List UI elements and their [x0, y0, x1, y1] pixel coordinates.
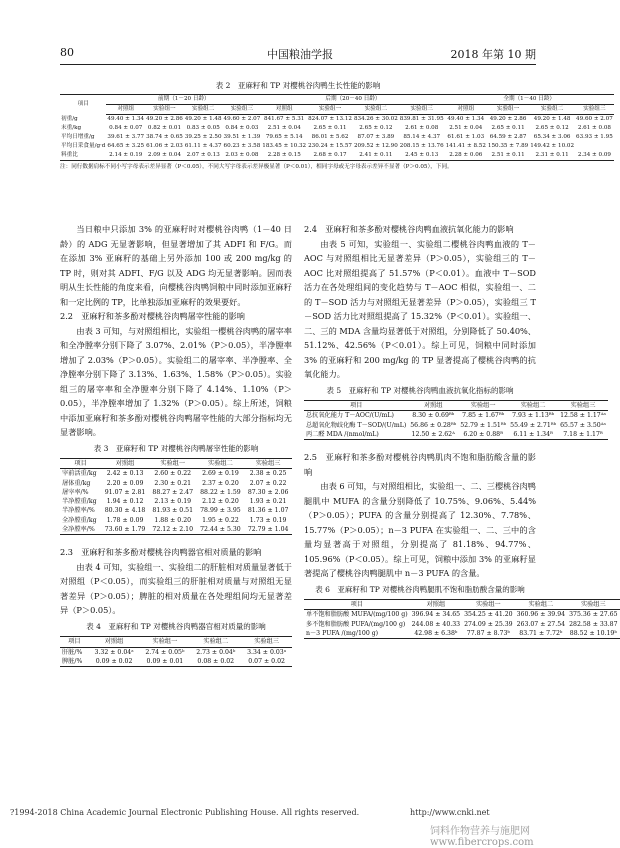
table-cell: 0.09 ± 0.02	[89, 657, 140, 667]
table-cell: 2.42 ± 0.13	[106, 470, 144, 478]
table-cell: 49.20 ± 2.86	[146, 116, 183, 122]
row-label: 末重/kg	[61, 125, 82, 131]
table-2-group-header: 后期（20－40 日龄）	[261, 95, 444, 105]
table-row	[60, 647, 292, 657]
table-cell: 65.57 ± 3.50ᴬᵃ	[560, 421, 606, 429]
row-label: 脾脏/%	[60, 657, 89, 667]
table-cell: 49.20 ± 1.48	[533, 116, 571, 122]
table-row	[60, 151, 614, 161]
table-2-column-header: 实验组三	[399, 105, 445, 115]
table-cell: 2.31 ± 0.11	[529, 151, 575, 161]
table-header-cell: 对照组	[410, 600, 462, 610]
row-label: 总超氧化物歧化酶 T－SOD/(U/mL)	[306, 421, 407, 429]
table-row	[60, 488, 292, 497]
table-cell: 149.42 ± 10.02	[530, 143, 575, 149]
table-header-cell: 实验组二	[508, 401, 558, 411]
table-header-cell: 对照组	[408, 401, 458, 411]
table-2-column-header: 实验组二	[529, 105, 575, 115]
table-2-column-header: 对照组	[261, 105, 307, 115]
table-2-column-header: 对照组	[445, 105, 487, 115]
table-cell: 2.65 ± 0.11	[313, 125, 347, 131]
table-header-cell: 对照组	[89, 637, 140, 647]
table-cell: 72.12 ± 2.10	[149, 525, 197, 535]
table-cell: 2.68 ± 0.17	[307, 151, 353, 161]
table-cell: 12.50 ± 2.62ᴬ	[408, 430, 458, 440]
table-cell: 85.14 ± 4.37	[403, 134, 441, 140]
table-2-note: 注：同行数据肩标不同小写字母表示差异显著（P＜0.05），不同大写字母表示差异极显著（P＜0.01），相同字母或无字母表示差异不显著（P＞0.05），下同。	[60, 164, 453, 170]
table-cell: 73.60 ± 1.79	[101, 525, 149, 535]
table-cell: 2.51 ± 0.04	[449, 125, 483, 131]
paragraph: 由表 3 可知，与对照组相比，实验组一樱桃谷肉鸭的屠宰率和全净膛率分别下降了 3.07%、2.01%（P＞0.05），半净膛率增加了 2.03%（P＞0.05）。实验组二的屠宰率、半净膛率、全净膛率分别下降了 3.13%、1.63%、1.58%（P＞0.05）。实验组三的屠宰率和全净膛率分别下降了 4.14%、1.10%（P＞0.05），半净膛率增加了 1.32%（P＞0.05）。综上所述，饲粮中添加亚麻籽和茶多酚对樱桃谷肉鸭屠宰性能的大部分指标均无显著影响。	[60, 325, 292, 437]
paragraph: 由表 6 可知，与对照组相比，实验组一、二、三樱桃谷肉鸭腿肌中 MUFA 的含量分别降低了 10.75%、9.06%、5.44%（P＞0.05）；PUFA 的含量分别提高了 12.30%、7.78%、15.77%（P＞0.05）；n－3 PUFA 在实验组一、二、三中的含量均显著高于对照组，分别提高了 81.18%、94.77%、105.96%（P＜0.05）。综上可见，饲粮中添加 3% 的亚麻籽显著提高了樱桃谷肉鸭腿肌中 n－3 PUFA 的含量。	[304, 481, 536, 579]
table-2-block	[60, 80, 613, 171]
table-cell: 52.79 ± 1.51ᴮᵇ	[460, 421, 507, 429]
table-row	[60, 469, 292, 479]
table-cell: 150.35 ± 7.89	[487, 143, 529, 149]
table-cell: 2.51 ± 0.04	[267, 125, 301, 131]
table-6	[304, 599, 620, 639]
table-cell: 80.30 ± 4.18	[104, 507, 146, 515]
table-cell: 2.38 ± 0.25	[249, 470, 287, 478]
table-header-cell: 实验组二	[190, 637, 241, 647]
table-row	[304, 629, 620, 639]
table-header-cell: 实验组三	[241, 637, 292, 647]
table-cell: 7.93 ± 1.13ᴮᵇ	[512, 412, 555, 420]
table-cell: 0.08 ± 0.02	[190, 657, 241, 667]
table-cell: 6.11 ± 1.34ᴮ	[508, 430, 558, 440]
table-row	[60, 506, 292, 515]
table-cell: 3.34 ± 0.03ᵃ	[247, 648, 287, 656]
table-row	[304, 430, 608, 440]
section-heading: 2.5 亚麻籽和茶多酚对樱桃谷肉鸭肌肉不饱和脂肪酸含量的影响	[304, 452, 536, 477]
table-row	[304, 620, 620, 629]
table-cell: 208.15 ± 13.76	[399, 143, 444, 149]
table-cell: 209.52 ± 12.90	[353, 143, 398, 149]
table-header-cell: 实验组三	[567, 600, 619, 610]
table-cell: 39.25 ± 2.50	[184, 134, 222, 140]
table-cell: 61.06 ± 2.03	[146, 143, 183, 149]
row-label: 初重/g	[61, 115, 78, 122]
table-cell: 2.12 ± 0.20	[202, 498, 239, 506]
row-label: 平均日采食量/g·d	[61, 143, 106, 149]
table-cell: 49.60 ± 2.07	[576, 116, 613, 122]
table-cell: 0.82 ± 0.01	[147, 125, 182, 131]
table-header-cell: 对照组	[101, 459, 149, 469]
table-cell: 1.95 ± 0.22	[202, 516, 239, 524]
table-cell: 1.78 ± 0.09	[106, 516, 144, 524]
row-label: 全净膛率/%	[60, 525, 101, 535]
table-row	[304, 411, 608, 421]
table-cell: 2.07 ± 0.13	[184, 151, 223, 161]
table-cell: 141.41 ± 8.52	[445, 143, 486, 149]
table-cell: 2.45 ± 0.13	[399, 151, 445, 161]
table-cell: 88.27 ± 2.47	[152, 488, 194, 496]
table-header-cell: 实验组一	[462, 600, 514, 610]
paragraph: 由表 4 可知，实验组一、实验组二的肝脏相对质量显著低于对照组（P＜0.05），而实验组三的肝脏相对质量与对照组无显著差异（P＞0.05）；脾脏的相对质量在各处理组间均无显著差异（P＞0.05）。	[60, 561, 292, 616]
table-cell: 87.30 ± 2.06	[247, 488, 289, 496]
table-cell: 1.94 ± 0.12	[106, 498, 144, 506]
table-cell: 282.58 ± 33.87	[569, 620, 618, 628]
table-cell: 0.09 ± 0.01	[139, 657, 190, 667]
table-cell: 2.28 ± 0.15	[261, 151, 307, 161]
table-2-column-header: 实验组一	[145, 105, 184, 115]
table-cell: 354.25 ± 41.20	[464, 611, 513, 619]
table-cell: 2.09 ± 0.04	[145, 151, 184, 161]
table-cell: 183.45 ± 10.32	[262, 143, 307, 149]
table-cell: 42.98 ± 6.38ᵇ	[410, 629, 462, 639]
table-row	[60, 497, 292, 506]
table-header-cell: 项目	[60, 459, 101, 469]
row-label: n－3 PUFA /(mg/100 g)	[304, 629, 410, 639]
table-header-cell: 实验组二	[515, 600, 567, 610]
row-label: 肝脏/%	[62, 648, 83, 656]
copyright-text: ?1994-2018 China Academic Journal Electronic Publishing House. All rights reserved.	[10, 808, 360, 817]
table-cell: 55.49 ± 2.71ᴮᵇ	[510, 421, 557, 429]
row-label: 总抗氧化能力 T－AOC/(U/mL)	[306, 412, 394, 420]
table-2-column-header: 实验组三	[575, 105, 614, 115]
row-label: 平均日增重/g	[61, 134, 95, 140]
table-cell: 2.65 ± 0.12	[535, 125, 569, 131]
section-heading: 2.4 亚麻籽和茶多酚对樱桃谷肉鸭血液抗氧化能力的影响	[304, 224, 514, 234]
table-cell: 0.84 ± 0.07	[109, 125, 143, 131]
table-cell: 1.93 ± 0.21	[249, 498, 287, 506]
row-label: 半净膛重/kg	[62, 498, 97, 506]
table-cell: 61.11 ± 4.37	[184, 143, 222, 149]
table-2-group-header: 全期（1－40 日龄）	[445, 95, 614, 105]
table-row	[60, 133, 614, 142]
row-label: 料重比	[60, 151, 106, 161]
table-cell: 88.52 ± 10.19ᵇ	[567, 629, 619, 639]
table-cell: 244.08 ± 40.33	[411, 620, 461, 628]
table-cell: 2.34 ± 0.09	[575, 151, 614, 161]
table-cell: 64.65 ± 3.25	[107, 143, 145, 149]
table-cell: 2.14 ± 0.19	[106, 151, 145, 161]
watermark-text: 饲料作物营养与施肥网 www.fibercrops.com	[430, 826, 534, 848]
table-cell: 1.88 ± 0.20	[154, 516, 192, 524]
table-cell: 0.07 ± 0.02	[241, 657, 292, 667]
journal-title: 中国粮油学报	[267, 48, 333, 61]
table-row	[60, 516, 292, 525]
table-cell: 6.20 ± 0.88ᴮ	[458, 430, 508, 440]
paragraph: 当日粮中只添加 3% 的亚麻籽时对樱桃谷肉鸭（1－40 日龄）的 ADG 无显著影响，但显著增加了其 ADFI 和 F/G。而在添加 3% 亚麻籽的基础上另外添加 100 或 200 mg/kg 的 TP 时，则对其 ADFI、F/G 以及 ADG 均无显著影响。因而表明从生长性能的角度来看，向樱桃谷肉鸭饲粮中同时添加亚麻籽和一定比例的 TP，比单独添加亚麻籽的效果要好。	[60, 224, 292, 307]
footer-link[interactable]: http://www.cnki.net	[410, 808, 490, 817]
table-2-column-header: 实验组一	[487, 105, 529, 115]
table-cell: 360.96 ± 39.94	[516, 611, 566, 619]
row-label: 屠体重/kg	[62, 479, 91, 487]
row-label: 半净膛率/%	[62, 507, 95, 515]
table-header-cell: 实验组三	[244, 459, 292, 469]
table-row	[60, 115, 614, 125]
table-row	[60, 479, 292, 488]
table-cell: 81.36 ± 1.07	[247, 507, 289, 515]
row-label: 屠宰率/%	[62, 488, 89, 496]
table-cell: 2.13 ± 0.19	[154, 498, 192, 506]
table-header-cell: 实验组一	[458, 401, 508, 411]
table-2-column-header: 实验组二	[353, 105, 399, 115]
table-header-cell: 实验组三	[558, 401, 608, 411]
table-cell: 65.34 ± 3.06	[533, 134, 571, 140]
table-cell: 88.22 ± 1.59	[200, 488, 241, 496]
table-cell: 2.30 ± 0.21	[154, 479, 192, 487]
table-row	[60, 142, 614, 151]
table-2	[60, 94, 614, 161]
left-column	[60, 222, 292, 667]
table-cell: 86.01 ± 5.62	[311, 134, 349, 140]
section-heading: 2.3 亚麻籽和茶多酚对樱桃谷肉鸭器官相对质量的影响	[60, 547, 262, 558]
table-header-cell: 实验组一	[139, 637, 190, 647]
table-cell: 0.83 ± 0.05	[186, 125, 220, 131]
table-cell: 49.60 ± 2.07	[223, 116, 261, 122]
table-cell: 841.67 ± 5.31	[264, 116, 305, 122]
table-cell: 2.65 ± 0.11	[491, 125, 525, 131]
table-cell: 56.86 ± 0.28ᴮᵇ	[410, 421, 457, 429]
table-cell: 72.44 ± 5.30	[197, 525, 245, 535]
table-cell: 0.84 ± 0.03	[225, 125, 259, 131]
table-cell: 2.51 ± 0.11	[487, 151, 529, 161]
table-cell: 77.87 ± 8.73ᵇ	[462, 629, 514, 639]
table-cell: 2.61 ± 0.08	[405, 125, 439, 131]
table-cell: 39.61 ± 3.77	[107, 134, 145, 140]
right-column	[304, 222, 618, 639]
table-row	[60, 657, 292, 667]
table-cell: 38.74 ± 0.65	[146, 134, 183, 140]
row-label: 单不饱和脂肪酸 MUFA/(mg/100 g)	[306, 611, 408, 619]
table-cell: 2.03 ± 0.08	[223, 151, 262, 161]
table-cell: 2.60 ± 0.22	[154, 470, 192, 478]
table-cell: 87.07 ± 3.89	[357, 134, 395, 140]
table-cell: 78.99 ± 3.95	[200, 507, 241, 515]
table-header-cell: 项目	[304, 600, 410, 610]
table-cell: 79.65 ± 5.14	[265, 134, 303, 140]
table-cell: 91.07 ± 2.81	[104, 488, 146, 496]
table-cell: 49.20 ± 1.48	[184, 116, 222, 122]
table-cell: 7.18 ± 1.17ᴮ	[558, 430, 608, 440]
table-row	[60, 525, 292, 535]
table-cell: 824.07 ± 13.12	[308, 116, 352, 122]
table-cell: 2.74 ± 0.05ᵇ	[145, 648, 185, 656]
table-cell: 2.73 ± 0.04ᵇ	[196, 648, 236, 656]
table-cell: 1.73 ± 0.19	[249, 516, 287, 524]
table-cell: 274.09 ± 25.39	[464, 620, 513, 628]
row-label: 多不饱和脂肪酸 PUFA/(mg/100 g)	[306, 620, 406, 628]
table-cell: 81.93 ± 0.51	[152, 507, 194, 515]
table-2-group-header: 前期（1－20 日龄）	[106, 95, 261, 105]
table-cell: 396.94 ± 34.65	[411, 611, 461, 619]
row-label: 丙二醛 MDA /(nmol/mL)	[304, 430, 408, 440]
table-2-item-header: 项目	[60, 95, 106, 115]
table-header-cell: 项目	[60, 637, 89, 647]
table-5	[304, 400, 608, 440]
table-cell: 83.71 ± 7.72ᵇ	[515, 629, 567, 639]
table-row	[304, 421, 608, 430]
table-cell: 61.61 ± 1.03	[447, 134, 485, 140]
table-cell: 230.24 ± 15.57	[308, 143, 352, 149]
table-cell: 49.20 ± 2.86	[489, 116, 527, 122]
table-5-caption: 表 5 亚麻籽和 TP 对樱桃谷肉鸭血液抗氧化指标的影响	[326, 385, 514, 395]
table-cell: 12.58 ± 1.17ᴬᵃ	[560, 412, 606, 420]
table-cell: 2.61 ± 0.08	[577, 125, 611, 131]
row-label: 宰前活重/kg	[62, 470, 97, 478]
table-cell: 49.40 ± 1.34	[107, 116, 145, 122]
table-cell: 834.26 ± 30.02	[353, 116, 398, 122]
row-label: 全净膛重/kg	[62, 516, 97, 524]
table-3-caption: 表 3 亚麻籽和 TP 对樱桃谷肉鸭屠宰性能的影响	[93, 443, 259, 453]
header-rule	[60, 64, 536, 65]
table-cell: 64.59 ± 2.87	[489, 134, 527, 140]
table-cell: 72.79 ± 1.04	[244, 525, 292, 535]
table-row	[304, 610, 620, 620]
paragraph: 由表 5 可知，实验组一、实验组二樱桃谷肉鸭血液的 T－AOC 与对照组相比无显著差异（P＞0.05），实验组三的 T－AOC 比对照组提高了 51.57%（P＜0.01）。血液中 T－SOD 活力在各处理组间的变化趋势与 T－AOC 相似，实验组一、二的 T－SOD 活力与对照组无显著差异（P＞0.05），实验组三 T－SOD 活力比对照组提高了 15.32%（P＜0.01）。实验组一、二、三的 MDA 含量均显著低于对照组，分别降低了 50.40%、51.12%、42.56%（P＜0.01）。综上可见，饲粮中同时添加 3% 的亚麻籽和 200 mg/kg 的 TP 显著提高了樱桃谷肉鸭的抗氧化能力。	[304, 238, 536, 379]
table-row	[60, 124, 614, 133]
table-cell: 2.37 ± 0.20	[202, 479, 239, 487]
table-cell: 2.65 ± 0.12	[359, 125, 393, 131]
table-cell: 2.28 ± 0.06	[445, 151, 487, 161]
table-2-column-header: 对照组	[106, 105, 145, 115]
table-cell: 60.23 ± 3.58	[223, 143, 261, 149]
page-number: 80	[60, 46, 74, 59]
table-3	[60, 458, 292, 535]
issue-label: 2018 年第 10 期	[450, 48, 536, 61]
table-cell: 2.69 ± 0.19	[202, 470, 239, 478]
table-4	[60, 636, 292, 667]
table-cell: 63.93 ± 1.95	[576, 134, 613, 140]
table-header-cell: 项目	[304, 401, 408, 411]
table-2-column-header: 实验组三	[223, 105, 262, 115]
table-cell: 7.85 ± 1.67ᴮᵇ	[462, 412, 505, 420]
table-header-cell: 实验组二	[197, 459, 245, 469]
table-6-caption: 表 6 亚麻籽和 TP 对樱桃谷肉鸭腿肌不饱和脂肪酸含量的影响	[315, 584, 525, 594]
table-cell: 375.36 ± 27.65	[569, 611, 618, 619]
table-2-column-header: 实验组二	[184, 105, 223, 115]
table-cell: 839.81 ± 31.95	[399, 116, 444, 122]
table-cell: 39.51 ± 1.39	[223, 134, 261, 140]
table-cell: 2.07 ± 0.22	[249, 479, 287, 487]
table-cell: 3.32 ± 0.04ᵃ	[94, 648, 134, 656]
table-header-cell: 实验组一	[149, 459, 197, 469]
table-cell: 263.07 ± 27.54	[516, 620, 566, 628]
table-cell: 2.41 ± 0.11	[353, 151, 399, 161]
section-heading: 2.2 亚麻籽和茶多酚对樱桃谷肉鸭屠宰性能的影响	[60, 311, 245, 321]
table-2-caption: 表 2 亚麻籽和 TP 对樱桃谷肉鸭生长性能的影响	[215, 81, 381, 90]
table-cell: 8.30 ± 0.69ᴮᵇ	[412, 412, 455, 420]
table-4-caption: 表 4 亚麻籽和 TP 对樱桃谷肉鸭器官相对质量的影响	[86, 621, 266, 631]
table-2-column-header: 实验组一	[307, 105, 353, 115]
table-cell: 49.40 ± 1.34	[447, 116, 485, 122]
table-cell: 2.20 ± 0.09	[106, 479, 144, 487]
